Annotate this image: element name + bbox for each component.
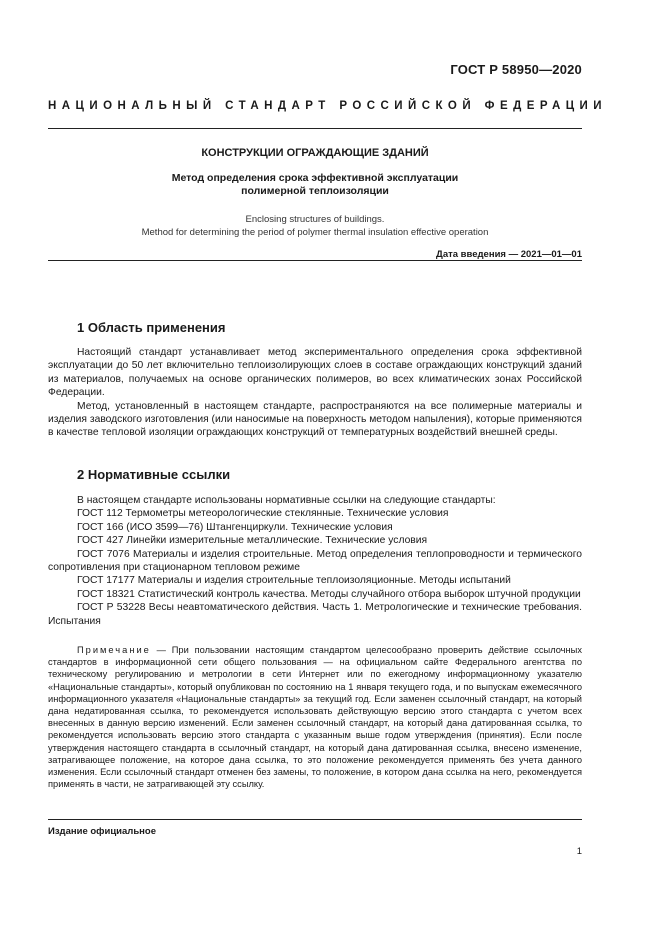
footer-divider [48, 819, 582, 820]
subtitle-line-2: полимерной теплоизоляции [241, 185, 389, 197]
note-block [48, 644, 582, 790]
section-1-paragraph: Метод, установленный в настоящем стандарте, распространяются на все полимерные материалы и изделия заводского изготовления (или наносимые на поверхность методом напыления), которые применяются в качестве тепловой изоляции ограждающих конструкций от температурных воздействий внешней среды. [48, 400, 582, 439]
english-title-line-1: Enclosing structures of buildings. [245, 214, 385, 225]
page-number: 1 [576, 846, 582, 857]
document-number: ГОСТ Р 58950—2020 [450, 62, 582, 77]
english-title-line-2: Method for determining the period of polymer thermal insulation effective operation [141, 227, 489, 238]
header-divider [48, 128, 582, 129]
note-text: — При пользовании настоящим стандартом целесообразно проверить действие ссылочных стандартов в информационной сети общего пользования — на официальном сайте Федерального агентства по техническому регулированию и метрологии в сети Интернет или по ежегодному информационному указателю «Национальные стандарты», который опубликован по состоянию на 1 января текущего года, и по выпускам ежемесячного информационного указателя «Национальные стандарты» за текущий год. Если заменен ссылочный стандарт, на который дана недатированная ссылка, то рекомендуется использовать действующую версию этого стандарта с учетом всех внесенных в данную версию изменений. Если заменен ссылочный стандарт, на который дана датированная ссылка, то рекомендуется использовать версию этого стандарта с указанным выше годом утверждения (принятия). Если после утверждения настоящего стандарта в ссылочный стандарт, на который дана датированная ссылка, внесено изменение, затрагивающее положение, на которое дана ссылка, то это положение рекомендуется применять без учета данного изменения. Если ссылочный стандарт отменен без замены, то положение, в котором дана ссылка на него, рекомендуется применять в части, не затрагивающей эту ссылку. [48, 645, 582, 790]
section-2-body [48, 494, 582, 628]
document-subtitle [48, 172, 582, 198]
reference-item: ГОСТ 166 (ИСО 3599—76) Штангенциркули. Технические условия [77, 521, 393, 533]
document-title: КОНСТРУКЦИИ ОГРАЖДАЮЩИЕ ЗДАНИЙ [201, 147, 429, 159]
section-1-paragraph: Настоящий стандарт устанавливает метод экспериментального определения срока эффективной эксплуатации до 50 лет включительно теплоизолирующих слоев в составе ограждающих конструкций зданий из материалов, получаемых на основе органических полимеров, во всех климатических зонах Российской Федерации. [48, 347, 582, 399]
introduction-date: Дата введения — 2021—01—01 [436, 249, 582, 260]
reference-item: ГОСТ 112 Термометры метеорологические стеклянные. Технические условия [77, 508, 449, 520]
note-label: Примечание [77, 645, 151, 655]
section-1-heading: 1 Область применения [77, 320, 226, 335]
reference-intro: В настоящем стандарте использованы нормативные ссылки на следующие стандарты: [77, 495, 496, 506]
date-divider [48, 260, 582, 261]
reference-item: ГОСТ 18321 Статистический контроль качества. Методы случайного отбора выборок штучной продукции [77, 588, 581, 600]
reference-item: ГОСТ Р 53228 Весы неавтоматического действия. Часть 1. Метрологические и технические требования. Испытания [48, 602, 582, 627]
section-1-body [48, 346, 582, 440]
reference-item: ГОСТ 7076 Материалы и изделия строительные. Метод определения теплопроводности и термического сопротивления при стационарном тепловом режиме [48, 548, 582, 574]
english-title [48, 213, 582, 239]
reference-item: ГОСТ 17177 Материалы и изделия строительные теплоизоляционные. Методы испытаний [77, 575, 511, 587]
reference-item: ГОСТ 427 Линейки измерительные металлические. Технические условия [77, 535, 428, 547]
national-standard-banner: НАЦИОНАЛЬНЫЙ СТАНДАРТ РОССИЙСКОЙ ФЕДЕРАЦИИ [48, 100, 607, 112]
section-2-heading: 2 Нормативные ссылки [77, 467, 231, 482]
edition-label: Издание официальное [48, 826, 156, 837]
subtitle-line-1: Метод определения срока эффективной эксплуатации [171, 172, 459, 184]
